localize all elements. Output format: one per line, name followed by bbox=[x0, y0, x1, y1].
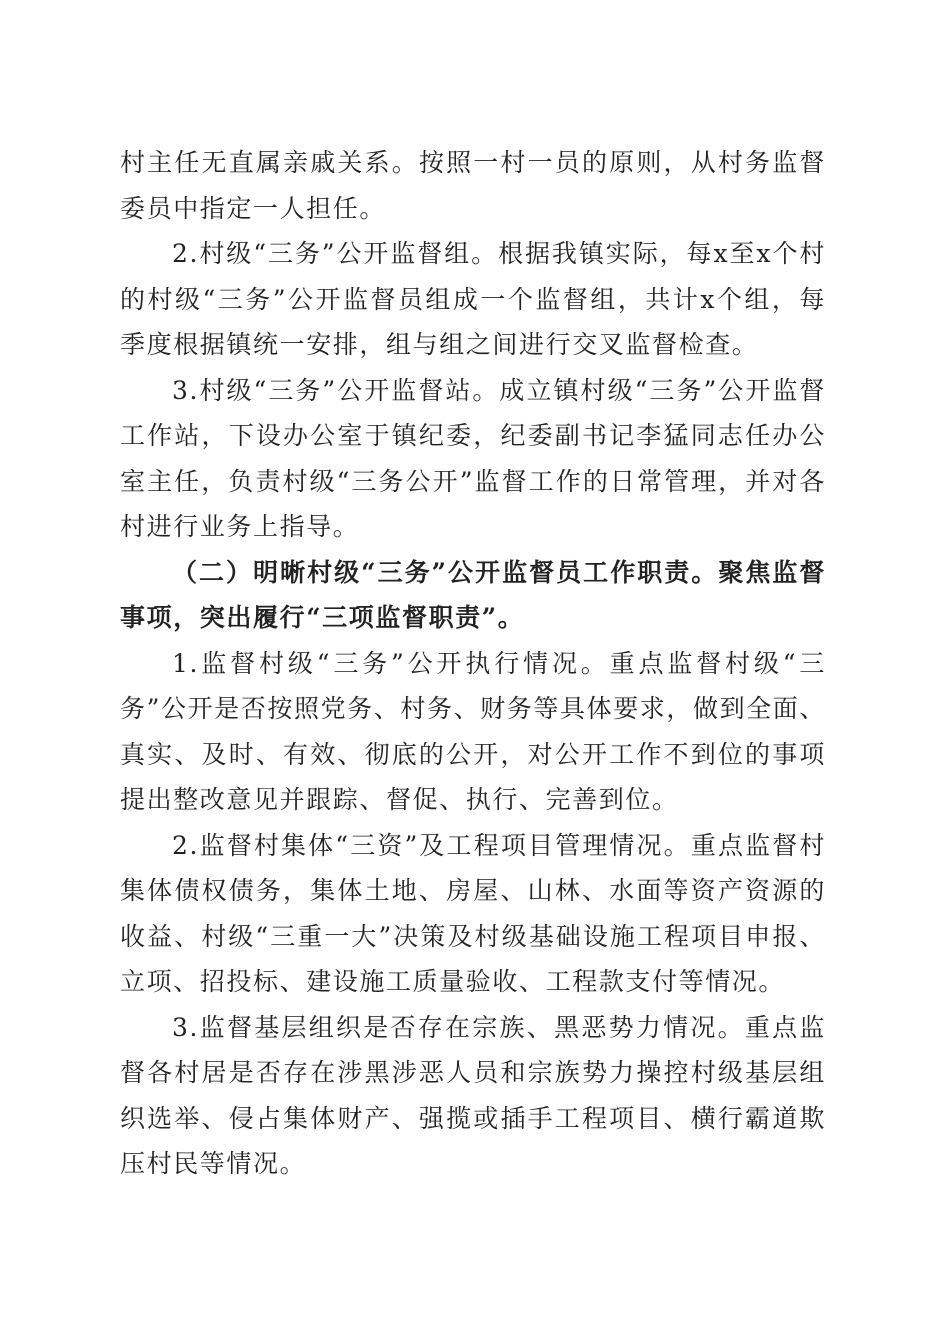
document-body bbox=[120, 140, 826, 1187]
paragraph-duty-2: 2.监督村集体“三资”及工程项目管理情况。重点监督村集体债权债务，集体土地、房屋、山林、水面等资产资源的收益、村级“三重一大”决策及村级基础设施工程项目申报、立项、招投标、建设施工质量验收、工程款支付等情况。 bbox=[120, 830, 826, 996]
paragraph-duty-3: 3.监督基层组织是否存在宗族、黑恶势力情况。重点监督各村居是否存在涉黑涉恶人员和宗族势力操控村级基层组织选举、侵占集体财产、强揽或插手工程项目、横行霸道欺压村民等情况。 bbox=[120, 1012, 826, 1178]
paragraph-continuation: 村主任无直属亲戚关系。按照一村一员的原则，从村务监督委员中指定一人担任。 bbox=[120, 148, 826, 223]
section-heading-duties: （二）明晰村级“三务”公开监督员工作职责。聚焦监督事项，突出履行“三项监督职责”。 bbox=[120, 557, 826, 632]
paragraph-supervision-group: 2.村级“三务”公开监督组。根据我镇实际，每x至x个村的村级“三务”公开监督员组成一个监督组，共计x个组，每季度根据镇统一安排，组与组之间进行交叉监督检查。 bbox=[120, 239, 826, 359]
paragraph-supervision-station: 3.村级“三务”公开监督站。成立镇村级“三务”公开监督工作站，下设办公室于镇纪委，纪委副书记李猛同志任办公室主任，负责村级“三务公开”监督工作的日常管理，并对各村进行业务上指导。 bbox=[120, 375, 826, 541]
paragraph-duty-1: 1.监督村级“三务”公开执行情况。重点监督村级“三务”公开是否按照党务、村务、财务等具体要求，做到全面、真实、及时、有效、彻底的公开，对公开工作不到位的事项提出整改意见并跟踪、督促、执行、完善到位。 bbox=[120, 648, 826, 814]
